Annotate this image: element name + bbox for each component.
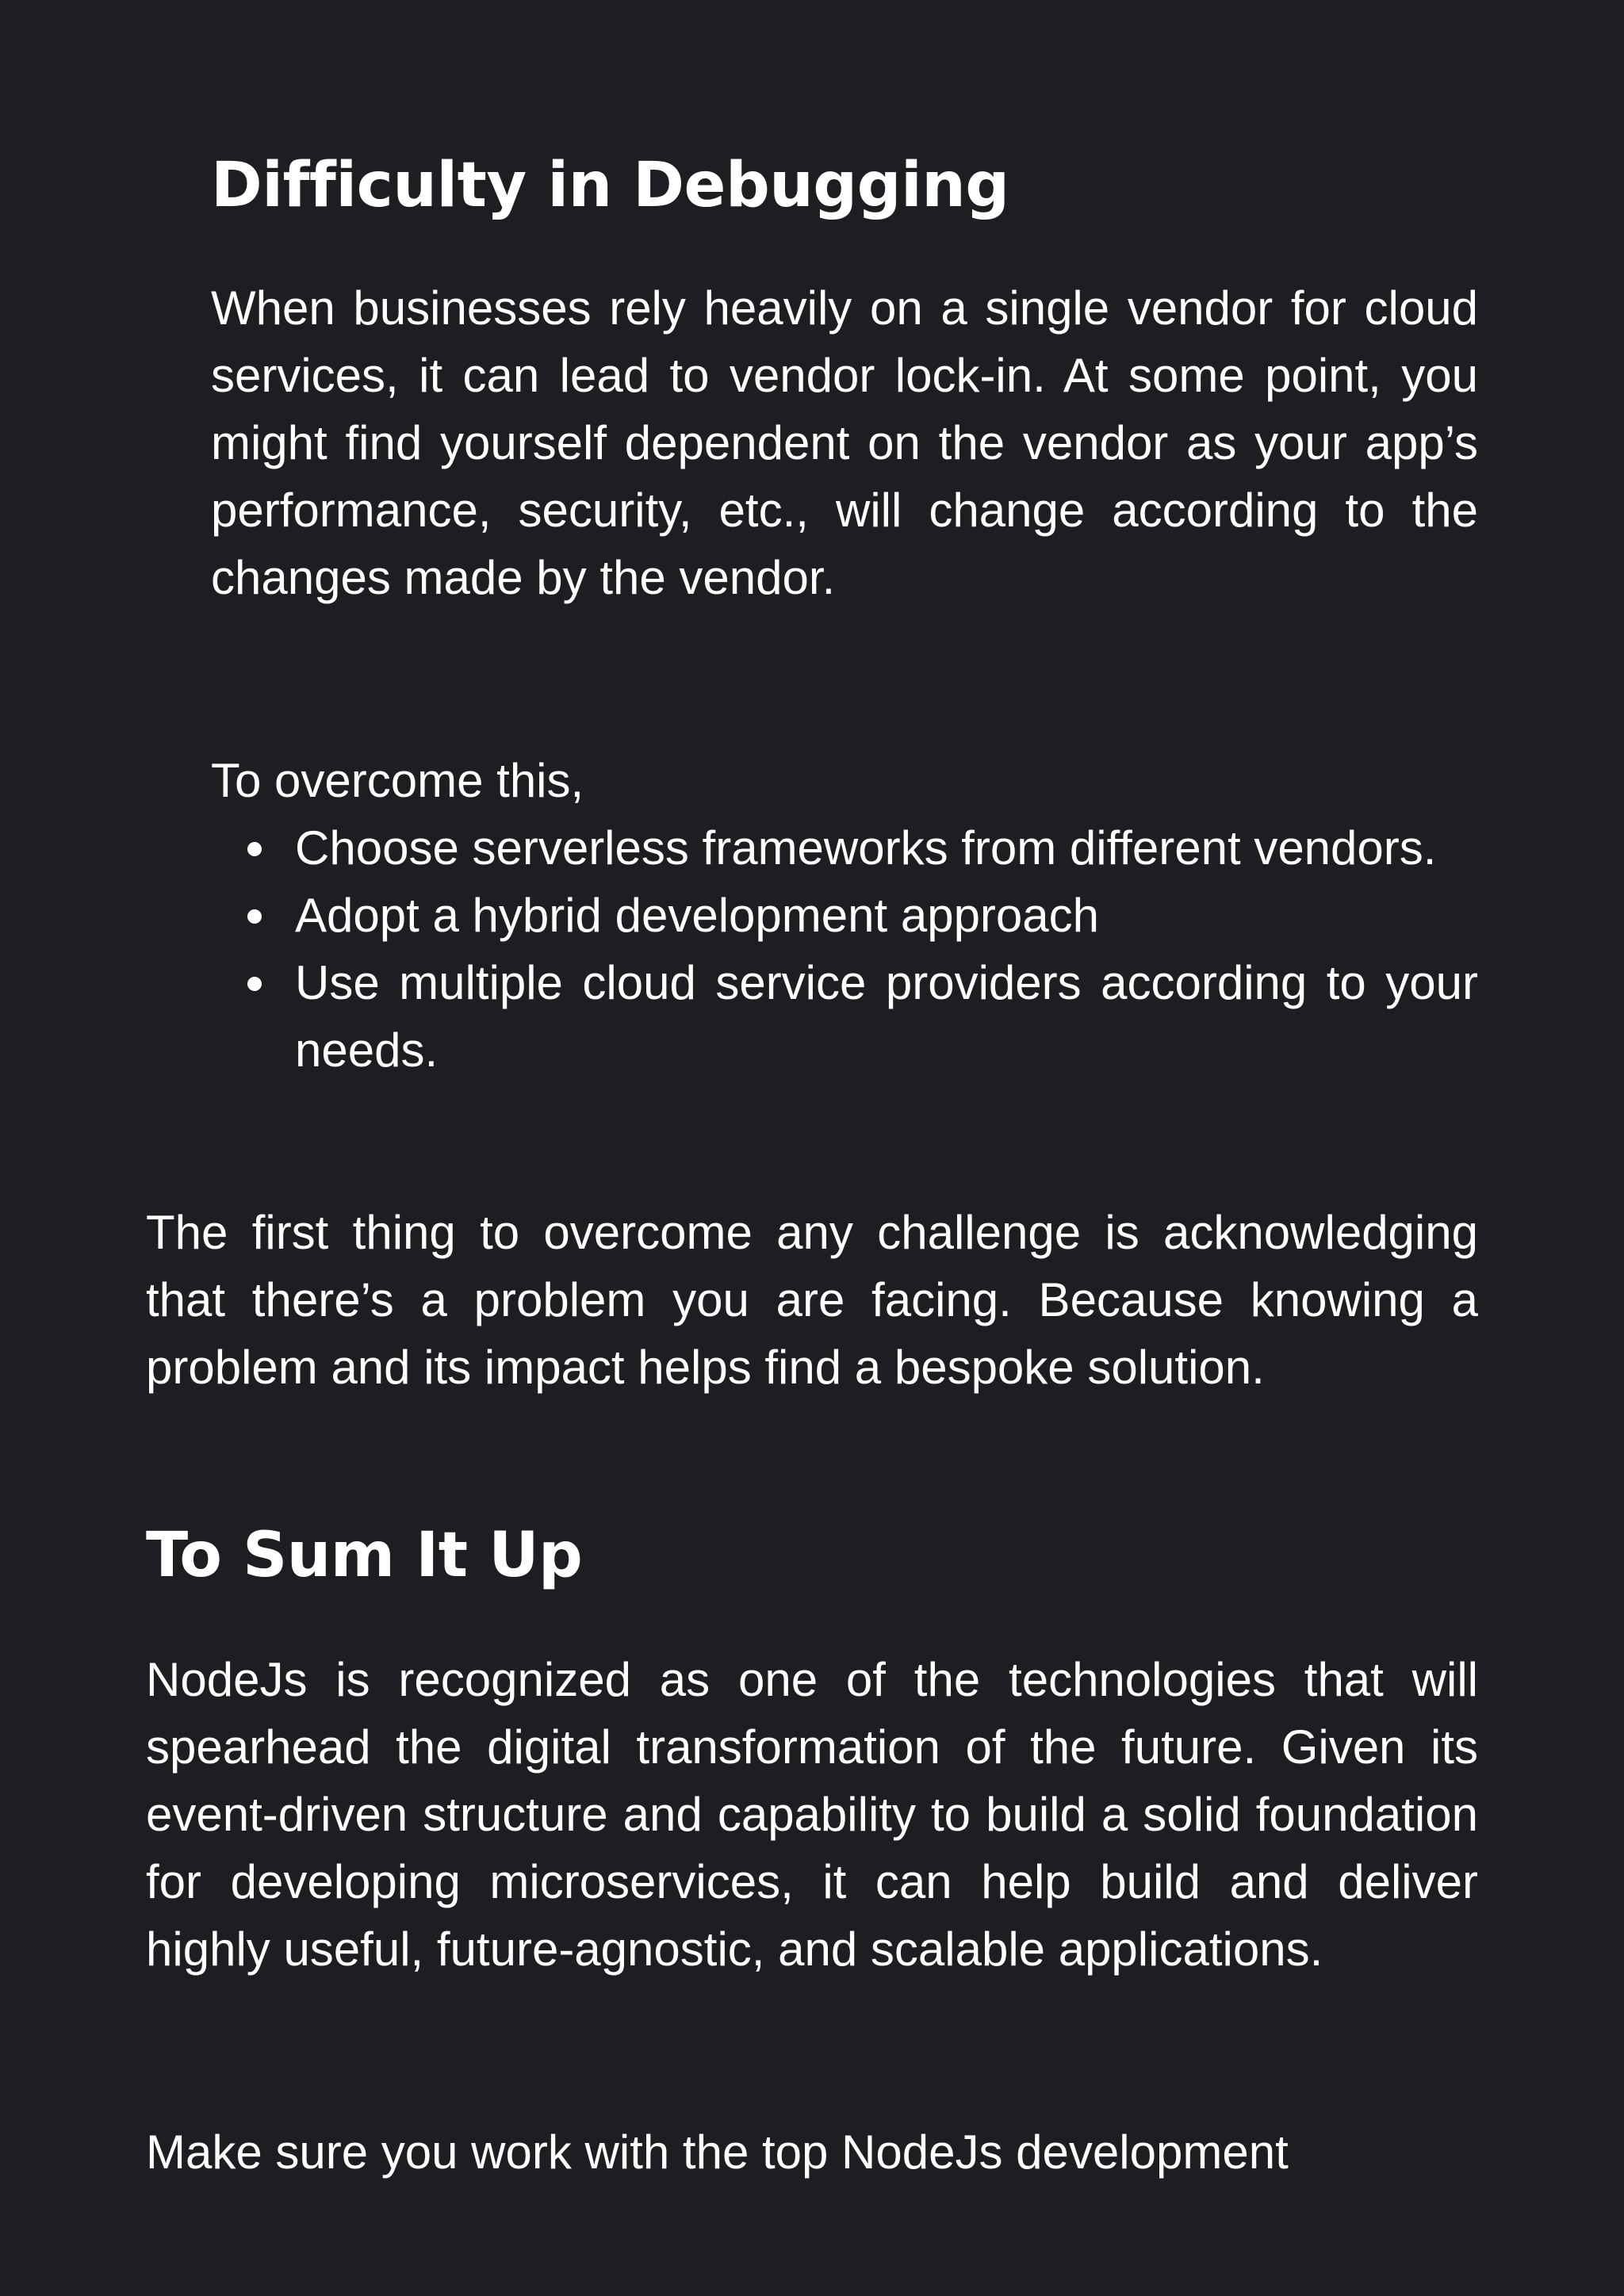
bullet-text: Adopt a hybrid development approach: [295, 889, 1100, 942]
list-item: [211, 814, 1478, 882]
overcome-bullet-list: [211, 814, 1478, 1084]
bullet-text: Choose serverless frameworks from different vendors.: [295, 821, 1437, 874]
vendor-lockin-paragraph: When businesses rely heavily on a single vendor for cloud services, it can lead to vendor lock-in. At some point, you might find yourself dependent on the vendor as your app’s performance, security, etc., will change according to the changes made by the vendor.: [211, 281, 1478, 604]
bullet-text: Use multiple cloud service providers according to your needs.: [295, 956, 1478, 1077]
first-thing-paragraph: The first thing to overcome any challenge is acknowledging that there’s a problem you are facing. Because knowing a problem and its impact helps find a bespoke solution.: [146, 1206, 1478, 1394]
section-heading-sum-up: To Sum It Up: [146, 1520, 583, 1591]
bullet-dot-icon: [247, 909, 262, 924]
nodejs-summary-paragraph: NodeJs is recognized as one of the technologies that will spearhead the digital transformation of the future. Given its event-driven structure and capability to build a solid foundation for developing microservices, it can help build and deliver highly useful, future-agnostic, and scalable applications.: [146, 1653, 1478, 1976]
section-heading-debugging: Difficulty in Debugging: [211, 150, 1009, 221]
closing-text: Make sure you work with the top NodeJs development: [146, 2126, 1289, 2179]
list-item: [211, 949, 1478, 1084]
bullet-dot-icon: [247, 842, 262, 856]
overcome-intro-text: To overcome this,: [211, 754, 584, 807]
list-item: [211, 882, 1478, 949]
bullet-dot-icon: [247, 977, 262, 991]
